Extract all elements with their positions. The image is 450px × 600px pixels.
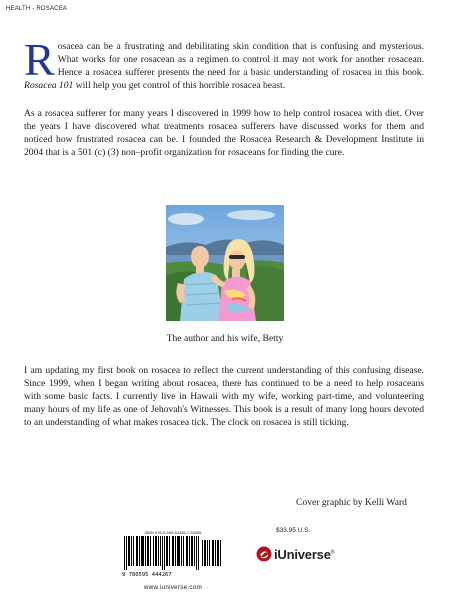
publisher-logo: [256, 546, 334, 562]
publisher-website: www.iuniverse.com: [143, 584, 203, 591]
iuniverse-swirl-icon: [256, 546, 272, 562]
intro-text-end: will help you get control of this horrible rosacea beast.: [73, 80, 286, 91]
cover-credit: Cover graphic by Kelli Ward: [296, 497, 407, 508]
photo-caption: The author and his wife, Betty: [166, 333, 284, 344]
isbn-label: ISBN 978-0-595-44426-7 53395: [144, 530, 202, 535]
drop-cap: R: [24, 34, 55, 85]
book-title: Rosacea 101: [24, 80, 74, 91]
intro-text: osacea can be a frustrating and debilitating skin condition that is confusing and mysterious. What works for one rosacean as a regimen to control it may not work for another rosacean. Hence a rosacea sufferer presents the need for a basic understanding of rosacea in this book.: [57, 41, 424, 78]
author-photo: [166, 205, 284, 321]
barcode-graphic: [118, 536, 228, 578]
author-photo-graphic: [166, 205, 284, 321]
intro-paragraph: [24, 34, 424, 92]
founder-paragraph: As a rosacea sufferer for many years I discovered in 1999 how to help control rosacea with diet. Over the years I have discovered what treatments rosacea sufferers have discussed works for them and noticed how frustrated rosacea can be. I founded the Rosacea Research & Development Institute in 2004 that is a 501 (c) (3) non–profit organization for rosaceans for finding the cure.: [24, 108, 424, 158]
barcode-digits: 9 780595 444267: [122, 572, 172, 578]
barcode-block: [118, 530, 228, 578]
price-code: 53395: [190, 530, 202, 535]
publisher-name: iUniverse®: [274, 546, 335, 562]
category-label: HEALTH - ROSACEA: [6, 6, 68, 12]
price-label: $33.95 U.S.: [276, 527, 311, 534]
about-paragraph: I am updating my first book on rosacea to reflect the current understanding of this confusing disease. Since 1999, when I began writing about rosacea, there has continued to be a need to help rosaceans with some basic facts. I currently live in Hawaii with my wife, working part-time, and volunteering many hours of my life as one of Jehovah's Witnesses. This book is a result of many long hours devoted to an understanding of what makes rosacea tick. The clock on rosacea is still ticking.: [24, 365, 424, 428]
